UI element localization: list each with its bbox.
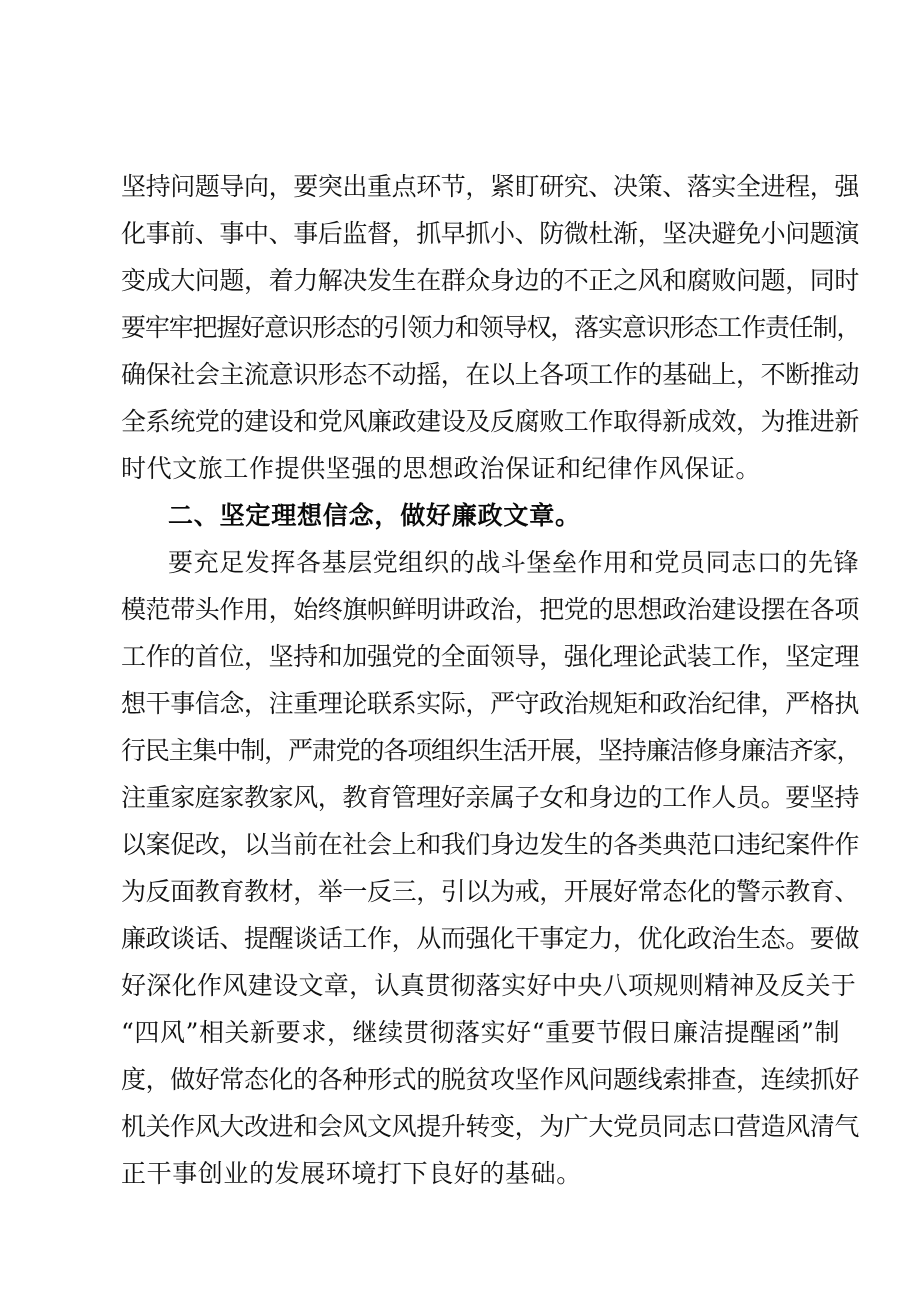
paragraph-1-line: 确保社会主流意识形态不动摇，在以上各项工作的基础上，不断推动 [121, 360, 860, 389]
paragraph-1-line: 要牢牢把握好意识形态的引领力和领导权，落实意识形态工作责任制， [121, 313, 861, 342]
paragraph-2-line: 想干事信念，注重理论联系实际，严守政治规矩和政治纪律，严格执 [121, 689, 860, 718]
paragraph-2-line: 要充足发挥各基层党组织的战斗堡垒作用和党员同志口的先锋 [168, 548, 860, 577]
paragraph-2-line: 正干事创业的发展环境打下良好的基础。 [121, 1159, 582, 1188]
paragraph-2-line: 以案促改，以当前在社会上和我们身边发生的各类典范口违纪案件作 [121, 830, 860, 859]
paragraph-2-line: 廉政谈话、提醒谈话工作，从而强化干事定力，优化政治生态。要做 [121, 924, 860, 953]
paragraph-2-line: 好深化作风建设文章，认真贯彻落实好中央八项规则精神及反关于 [121, 971, 857, 1000]
paragraph-1-line: 时代文旅工作提供坚强的思想政治保证和纪律作风保证。 [121, 454, 762, 483]
paragraph-1-line: 坚持问题导向，要突出重点环节，紧盯研究、决策、落实全进程，强 [121, 172, 860, 201]
paragraph-1-line: 变成大问题，着力解决发生在群众身边的不正之风和腐败问题，同时 [121, 266, 860, 295]
paragraph-2-line: 行民主集中制，严肃党的各项组织生活开展，坚持廉洁修身廉洁齐家， [121, 736, 861, 765]
section-heading: 二、坚定理想信念，做好廉政文章。 [168, 501, 581, 530]
paragraph-2-line: 度，做好常态化的各种形式的脱贫攻坚作风问题线索排查，连续抓好 [121, 1065, 860, 1094]
paragraph-2-line: 为反面教育教材，举一反三，引以为戒，开展好常态化的警示教育、 [121, 877, 860, 906]
paragraph-2-line: 注重家庭家教家风，教育管理好亲属子女和身边的工作人员。要坚持 [121, 783, 860, 812]
paragraph-2-line: 机关作风大改进和会风文风提升转变，为广大党员同志口营造风清气 [121, 1112, 860, 1141]
paragraph-2-line: 工作的首位，坚持和加强党的全面领导，强化理论武装工作，坚定理 [121, 642, 860, 671]
paragraph-2-line: 模范带头作用，始终旗帜鲜明讲政治，把党的思想政治建设摆在各项 [121, 595, 860, 624]
paragraph-1-line: 全系统党的建设和党风廉政建设及反腐败工作取得新成效，为推进新 [121, 407, 860, 436]
paragraph-1-line: 化事前、事中、事后监督，抓早抓小、防微杜渐，坚决避免小问题演 [121, 219, 860, 248]
paragraph-2-line: “四风”相关新要求，继续贯彻落实好“重要节假日廉洁提醒函”制 [121, 1018, 841, 1047]
